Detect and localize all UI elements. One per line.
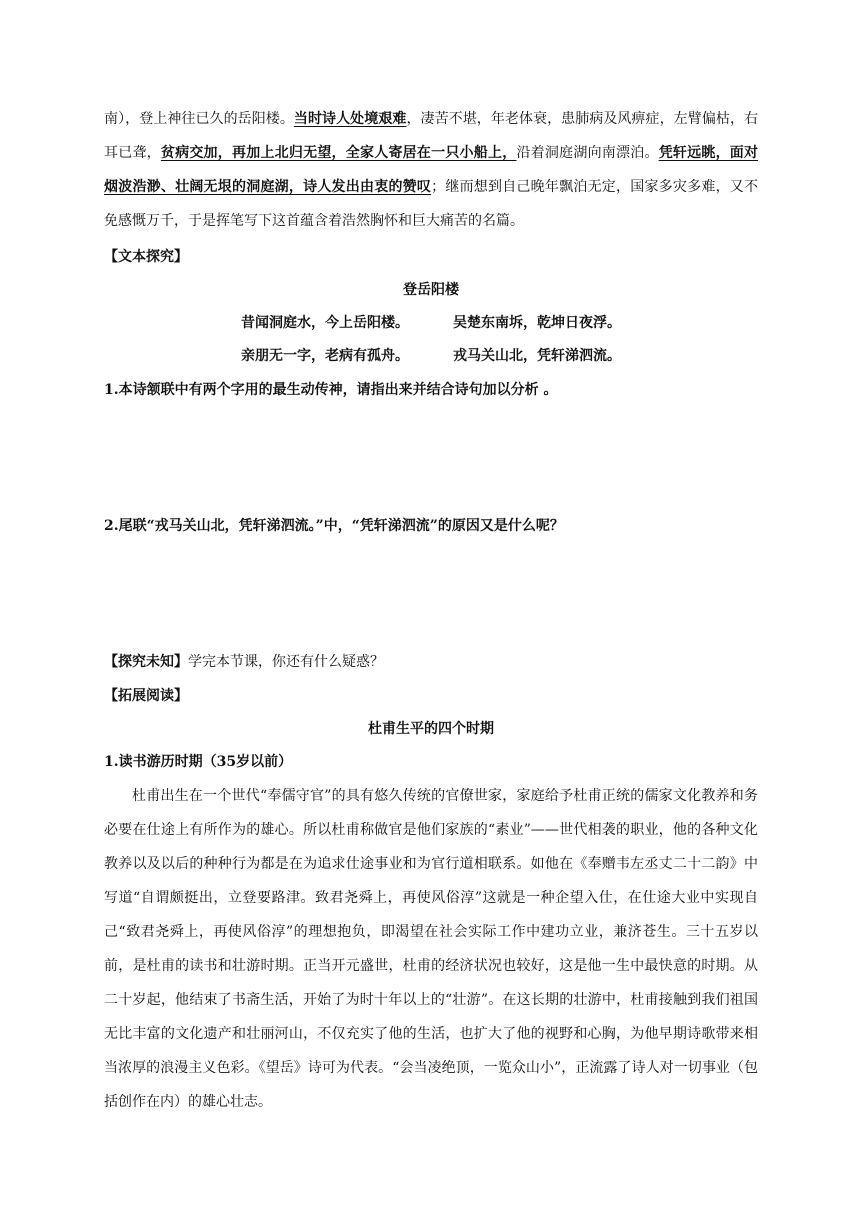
explore-unknown (104, 652, 758, 672)
poem-line-2b: 戎马关山北，凭轩涕泗流。 (453, 348, 621, 364)
article-title: 杜甫生平的四个时期 (368, 721, 494, 737)
explore-label: 【探究未知】 (104, 654, 188, 670)
section-heading-text-study: 【文本探究】 (104, 249, 188, 265)
poem-line-1 (104, 313, 758, 333)
intro-emphasis-2: 贫病交加，再加上北归无望，全家人寄居在一只小船上， (160, 145, 517, 161)
poem-line-1a: 昔闻洞庭水，今上岳阳楼。 (241, 315, 409, 331)
poem-title: 登岳阳楼 (403, 282, 459, 298)
intro-text-1: 南），登上神往已久的岳阳楼。 (104, 111, 294, 127)
explore-text: 学完本节课，你还有什么疑惑？ (188, 654, 384, 670)
intro-text-2: ，凄苦不堪，年老体衰，患肺病及风痹症，左臂偏枯，右耳已聋， (104, 111, 759, 161)
intro-paragraph (104, 102, 758, 238)
section-heading-extended-reading: 【拓展阅读】 (104, 688, 188, 704)
poem-line-2a: 亲朋无一字，老病有孤舟。 (241, 348, 409, 364)
question-1: 1.本诗颔联中有两个字用的最生动传神，请指出来并结合诗句加以分析 。 (104, 382, 558, 398)
question-2: 2.尾联“戎马关山北，凭轩涕泗流。”中，“凭轩涕泗流”的原因又是什么呢？ (104, 518, 564, 534)
subheading-period-1: 1.读书游历时期（35岁以前） (104, 754, 293, 770)
intro-text-3: 沿着洞庭湖向南漂泊。 (516, 145, 659, 161)
article-body: 杜甫出生在一个世代“奉儒守官”的具有悠久传统的官僚世家，家庭给予杜甫正统的儒家文化教养和务必要在仕途上有所作为的雄心。所以杜甫称做官是他们家族的“素业”——世代相袭的职业，他的各种文化教养以及以后的种种行为都是在为追求仕途事业和为官行道相联系。如他在《奉赠韦左丞丈二十二韵》中写道“自谓颇挺出，立登要路津。致君尧舜上，再使风俗淳”这就是一种企望入仕，在仕途大业中实现自己“致君尧舜上，再使风俗淳”的理想抱负，即渴望在社会实际工作中建功立业，兼济苍生。三十五岁以前，是杜甫的读书和壮游时期。正当开元盛世，杜甫的经济状况也较好，这是他一生中最快意的时期。从二十岁起，他结束了书斋生活，开始了为时十年以上的“壮游”。在这长期的壮游中，杜甫接触到我们祖国无比丰富的文化遗产和壮丽河山，不仅充实了他的生活，也扩大了他的视野和心胸，为他早期诗歌带来相当浓厚的浪漫主义色彩。《望岳》诗可为代表。“会当凌绝顶，一览众山小”，正流露了诗人对一切事业（包括创作在内）的雄心壮志。 (104, 788, 758, 1110)
poem-line-2 (104, 346, 758, 366)
intro-emphasis-1: 当时诗人处境艰难 (293, 111, 407, 127)
intro-text-4: ；继而想到自己晚年飘泊无定，国家多灾多难，又不免感慨万千，于是挥笔写下这首蕴含着浩然胸怀和巨大痛苦的名篇。 (104, 179, 759, 229)
poem-line-1b: 吴楚东南坼，乾坤日夜浮。 (453, 315, 621, 331)
intro-emphasis-3: 凭轩远眺，面对烟波浩渺、壮阔无垠的洞庭湖，诗人发出由衷的赞叹 (104, 145, 759, 195)
